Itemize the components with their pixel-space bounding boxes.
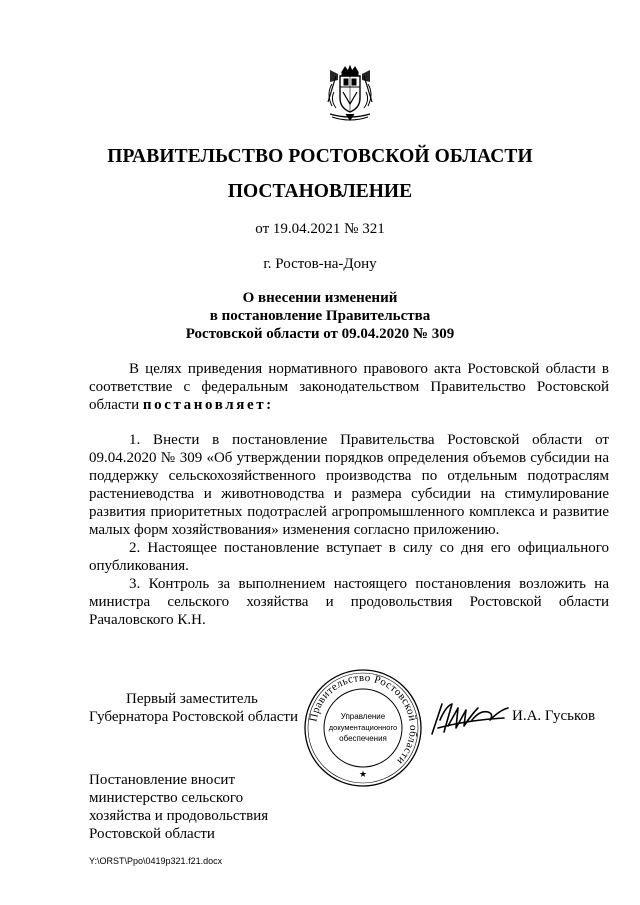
presenter-line-3: хозяйства и продовольствия xyxy=(89,808,269,824)
decree-item-2: 2. Настоящее постановление вступает в силу со дня его официального опубликования. xyxy=(89,540,609,574)
handwritten-signature-icon xyxy=(428,696,512,740)
presenter-line-2: министерство сельского xyxy=(89,790,244,806)
subject-line-2: в постановление Правительства xyxy=(209,308,431,324)
subject-line-3: Ростовской области от 09.04.2020 № 309 xyxy=(185,326,455,342)
rostov-oblast-coat-of-arms-icon xyxy=(318,62,382,126)
seal-inner-line-1: Управление xyxy=(340,712,386,721)
presenter-line-4: Ростовской области xyxy=(89,826,215,842)
decree-word: постановляет: xyxy=(142,397,274,413)
organization-title: ПРАВИТЕЛЬСТВО РОСТОВСКОЙ ОБЛАСТИ xyxy=(107,146,533,167)
seal-star-icon: ★ xyxy=(358,769,368,779)
signatory-name: И.А. Гуськов xyxy=(512,708,596,724)
document-subject xyxy=(0,289,640,343)
city-line: г. Ростов-на-Дону xyxy=(263,256,377,272)
position-line-2: Губернатора Ростовской области xyxy=(89,709,299,725)
document-type-heading: ПОСТАНОВЛЕНИЕ xyxy=(227,181,413,202)
decree-items xyxy=(89,431,609,629)
decree-item-3: 3. Контроль за выполнением настоящего постановления возложить на министра сельского хозяйства и продовольствия Ростовской области Рачаловского К.Н. xyxy=(89,576,609,628)
presenter-line-1: Постановление вносит xyxy=(89,772,236,788)
preamble-paragraph xyxy=(89,360,609,414)
subject-line-1: О внесении изменений xyxy=(242,290,398,306)
date-and-number: от 19.04.2021 № 321 xyxy=(255,221,385,237)
decree-item-1: 1. Внести в постановление Правительства Ростовской области от 09.04.2020 № 309 «Об утверждении порядков определения объемов субсидии на поддержку сельскохозяйственного производства по отдельным подотраслям растениеводства и животноводства и размера субсидии на стимулирование развития приоритетных подотраслей агропромышленного комплекса и развитие малых форм хозяйствования» изменения согласно приложению. xyxy=(89,432,609,538)
round-seal-stamp-icon xyxy=(302,667,424,789)
seal-inner-line-3: обеспечения xyxy=(339,734,387,743)
presenter-block xyxy=(89,771,268,843)
seal-inner-line-2: документационного xyxy=(328,723,398,732)
signatory-position xyxy=(89,690,298,726)
position-line-1: Первый заместитель xyxy=(126,691,258,707)
preamble-text: В целях приведения нормативного правового акта Ростовской области в соответствие с федеральным законодательством Правительство Ростовской области xyxy=(89,361,609,413)
seal-outer-text: Правительство Ростовской области xyxy=(307,671,420,768)
file-path-footer: Y:\ORST\Ppo\0419p321.f21.docx xyxy=(89,856,223,866)
